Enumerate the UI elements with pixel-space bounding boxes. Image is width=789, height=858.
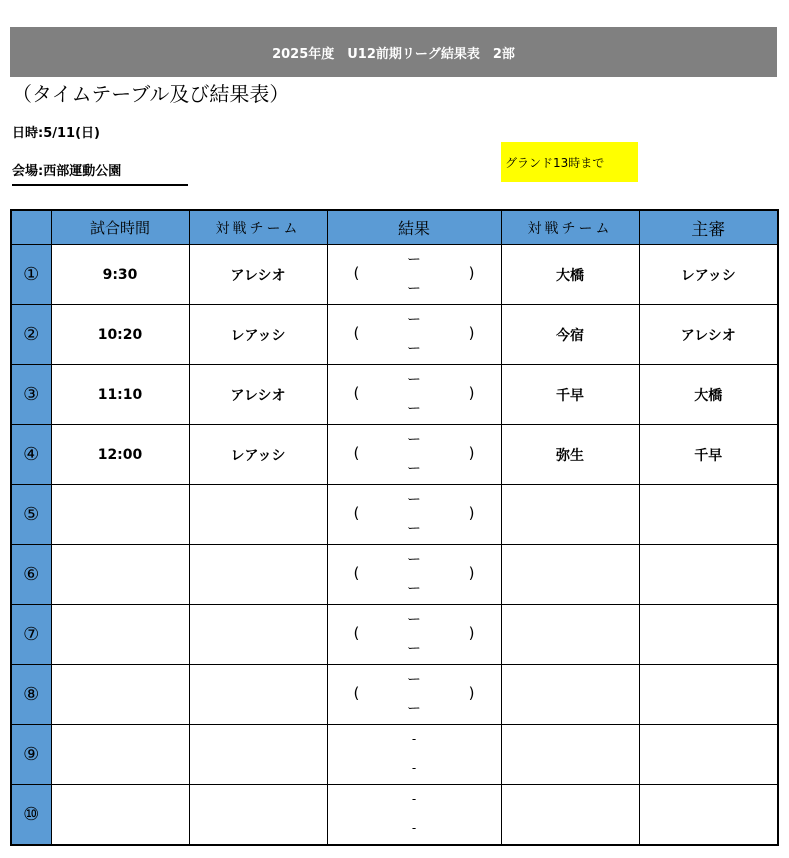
team2-cell: 今宿 — [501, 305, 639, 365]
table-row — [11, 725, 778, 785]
team1-cell — [189, 785, 327, 846]
result-paren-open: ( — [353, 444, 360, 462]
match-time — [51, 785, 189, 846]
event-date: 日時:5/11(日) — [12, 126, 100, 141]
referee-cell — [639, 725, 778, 785]
result-score-top: ー — [407, 372, 421, 388]
result-score-top: ー — [407, 672, 421, 688]
result-paren-close: ) — [468, 264, 475, 282]
result-score-bottom: - — [411, 761, 417, 775]
team1-cell: レアッシ — [189, 305, 327, 365]
match-number: ⑧ — [11, 665, 51, 725]
result-cell — [327, 365, 501, 425]
match-time — [51, 545, 189, 605]
result-score-bottom: ー — [407, 521, 421, 537]
match-time — [51, 665, 189, 725]
team2-cell — [501, 485, 639, 545]
result-score-bottom: ー — [407, 701, 421, 717]
table-row — [11, 305, 778, 365]
team2-cell: 千早 — [501, 365, 639, 425]
table-row — [11, 665, 778, 725]
result-paren-open: ( — [353, 384, 360, 402]
result-cell — [327, 305, 501, 365]
team1-cell — [189, 725, 327, 785]
referee-cell — [639, 485, 778, 545]
table-row — [11, 425, 778, 485]
result-score-bottom: ー — [407, 401, 421, 417]
table-row — [11, 605, 778, 665]
page-title: 2025年度 U12前期リーグ結果表 2部 — [272, 46, 515, 62]
result-score-top: ー — [407, 312, 421, 328]
match-time — [51, 485, 189, 545]
title-bar — [10, 27, 777, 77]
referee-cell — [639, 665, 778, 725]
result-paren-close: ) — [468, 564, 475, 582]
result-paren-open: ( — [353, 684, 360, 702]
result-paren-close: ) — [468, 624, 475, 642]
match-number: ⑦ — [11, 605, 51, 665]
result-cell — [327, 245, 501, 305]
result-paren-close: ) — [468, 684, 475, 702]
result-score-bottom: ー — [407, 281, 421, 297]
result-paren-close: ) — [468, 384, 475, 402]
team2-cell — [501, 605, 639, 665]
event-venue: 会場:西部運動公園 — [12, 160, 188, 186]
result-score-top: - — [411, 732, 417, 746]
result-score-bottom: ー — [407, 341, 421, 357]
match-time: 11:10 — [51, 365, 189, 425]
match-time: 12:00 — [51, 425, 189, 485]
referee-cell: 千早 — [639, 425, 778, 485]
result-cell — [327, 785, 501, 846]
team1-cell — [189, 485, 327, 545]
result-score-top: ー — [407, 612, 421, 628]
referee-cell: レアッシ — [639, 245, 778, 305]
column-header-result: 結果 — [327, 210, 501, 245]
result-score-top: ー — [407, 432, 421, 448]
result-paren-open: ( — [353, 324, 360, 342]
referee-cell — [639, 545, 778, 605]
match-number: ① — [11, 245, 51, 305]
result-paren-open: ( — [353, 564, 360, 582]
result-score-top: ー — [407, 552, 421, 568]
result-score-bottom: ー — [407, 581, 421, 597]
referee-cell: 大橋 — [639, 365, 778, 425]
result-cell — [327, 425, 501, 485]
match-time — [51, 725, 189, 785]
table-header-row — [11, 210, 778, 245]
match-number: ② — [11, 305, 51, 365]
referee-cell — [639, 605, 778, 665]
result-paren-close: ) — [468, 444, 475, 462]
match-number: ④ — [11, 425, 51, 485]
referee-cell: アレシオ — [639, 305, 778, 365]
result-paren-open: ( — [353, 504, 360, 522]
team1-cell — [189, 665, 327, 725]
schedule-table — [10, 209, 779, 846]
table-row — [11, 365, 778, 425]
table-row — [11, 785, 778, 846]
team2-cell — [501, 785, 639, 846]
team1-cell: アレシオ — [189, 245, 327, 305]
result-paren-close: ) — [468, 324, 475, 342]
team2-cell — [501, 545, 639, 605]
result-score-top: ー — [407, 252, 421, 268]
result-score-top: ー — [407, 492, 421, 508]
result-paren-close: ) — [468, 504, 475, 522]
referee-cell — [639, 785, 778, 846]
table-row — [11, 545, 778, 605]
result-cell — [327, 485, 501, 545]
result-cell — [327, 605, 501, 665]
column-header-team2: 対戦チーム — [501, 210, 639, 245]
team1-cell — [189, 605, 327, 665]
team1-cell: アレシオ — [189, 365, 327, 425]
ground-note: グランド13時まで — [501, 142, 638, 182]
match-number: ⑥ — [11, 545, 51, 605]
team1-cell — [189, 545, 327, 605]
team2-cell — [501, 665, 639, 725]
result-score-bottom: - — [411, 821, 417, 835]
result-score-bottom: ー — [407, 641, 421, 657]
table-row — [11, 485, 778, 545]
subtitle: （タイムテーブル及び結果表） — [12, 82, 290, 106]
column-header-time: 試合時間 — [51, 210, 189, 245]
match-number: ⑨ — [11, 725, 51, 785]
match-time: 10:20 — [51, 305, 189, 365]
column-header-referee: 主審 — [639, 210, 778, 245]
result-score-top: - — [411, 792, 417, 806]
table-row — [11, 245, 778, 305]
match-number: ⑤ — [11, 485, 51, 545]
result-cell — [327, 665, 501, 725]
result-cell — [327, 545, 501, 605]
column-header-team1: 対戦チーム — [189, 210, 327, 245]
result-paren-open: ( — [353, 624, 360, 642]
result-cell — [327, 725, 501, 785]
match-time: 9:30 — [51, 245, 189, 305]
team2-cell: 弥生 — [501, 425, 639, 485]
match-number: ⑩ — [11, 785, 51, 846]
result-score-bottom: ー — [407, 461, 421, 477]
team1-cell: レアッシ — [189, 425, 327, 485]
match-number: ③ — [11, 365, 51, 425]
match-time — [51, 605, 189, 665]
result-paren-open: ( — [353, 264, 360, 282]
team2-cell: 大橋 — [501, 245, 639, 305]
column-header-number — [11, 210, 51, 245]
team2-cell — [501, 725, 639, 785]
